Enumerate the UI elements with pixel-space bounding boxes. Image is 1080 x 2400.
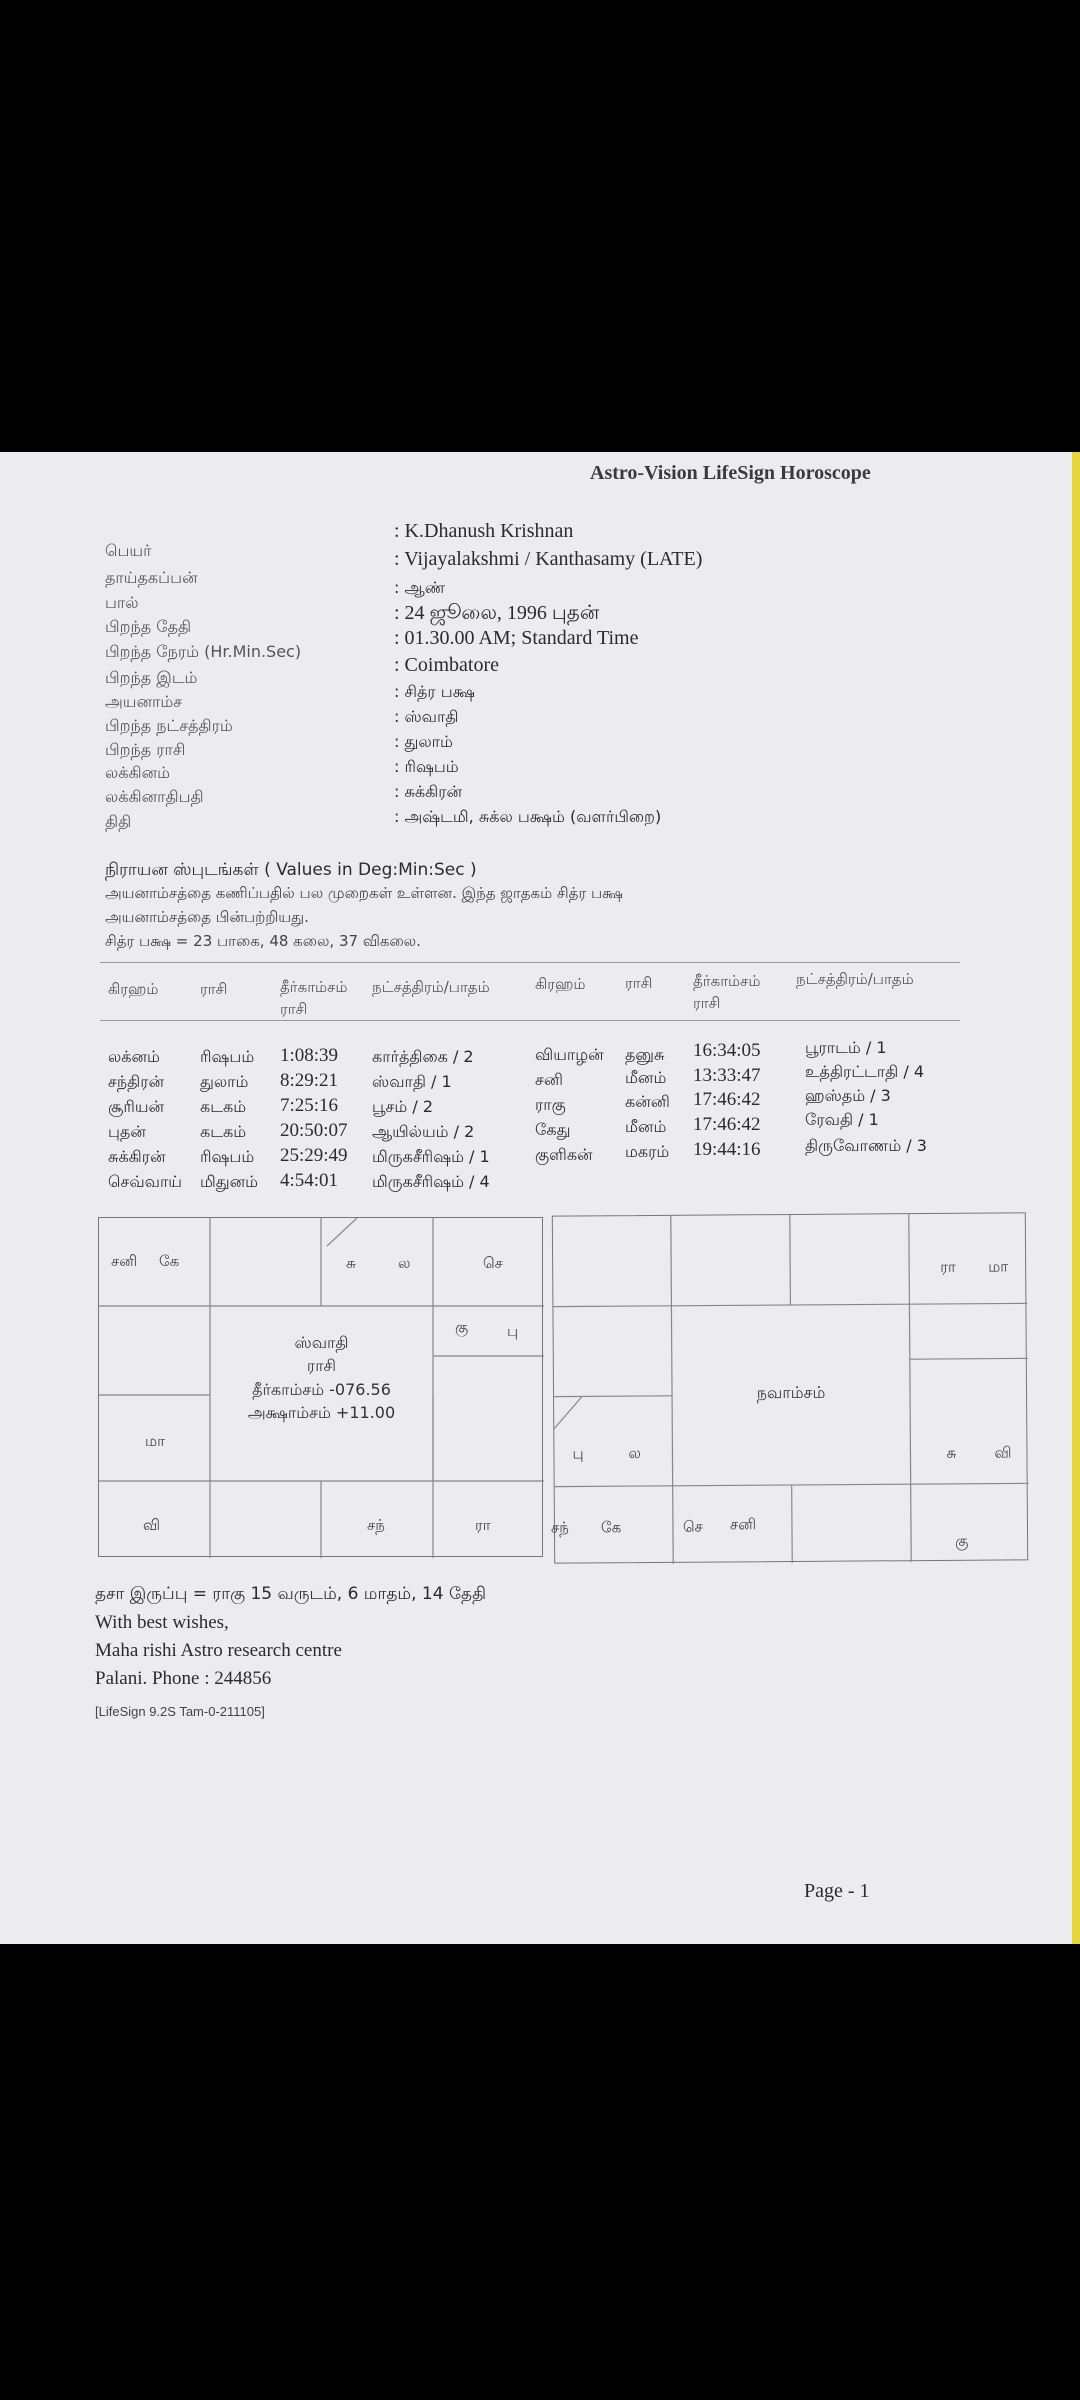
rasi-center-star: ஸ்வாதி [294,1333,349,1352]
name-label: பெயர் [105,541,152,560]
name-value: : K.Dhanush Krishnan [394,520,574,542]
nav-house-vi: வி [994,1443,1012,1462]
parents-label: தாய்தகப்பன் [105,568,198,587]
table-cell: புதன் [108,1122,146,1141]
col-header-star: நட்சத்திரம்/பாதம் [372,978,490,996]
rasi-house-sevvai: செ [483,1254,503,1272]
centre-phone: Palani. Phone : 244856 [95,1668,272,1689]
table-cell: லக்னம் [108,1047,160,1066]
rasi-center-label: ராசி [306,1356,337,1375]
rasi-center-latitude: அக்ஷாம்சம் +11.00 [247,1403,396,1422]
table-cell: துலாம் [200,1072,249,1091]
tob-value: : 01.30.00 AM; Standard Time [394,627,639,649]
rasi-house-lagna: ல [398,1254,411,1272]
col-header-deg: தீர்காம்சம் [280,978,348,996]
nav-house-sukra: சு [946,1443,957,1462]
pob-value: : Coimbatore [394,654,499,676]
rasi-house-guru: கு [455,1318,469,1336]
table-cell: 4:54:01 [280,1170,339,1191]
table-cell: தனுசு [625,1045,665,1064]
parents-value: : Vijayalakshmi / Kanthasamy (LATE) [394,548,703,570]
table-cell: 17:46:42 [693,1089,761,1110]
table-cell: 17:46:42 [693,1114,761,1135]
navamsa-center-label: நவாம்சம் [756,1382,826,1403]
table-cell: 19:44:16 [693,1139,761,1160]
table-cell: 7:25:16 [280,1095,339,1116]
table-cell: வியாழன் [535,1045,604,1064]
nav-house-sevvai: செ [682,1517,704,1536]
rasi-house-maandi: மா [145,1432,165,1450]
paper-edge [1072,452,1080,1944]
tithi-label: திதி [105,812,132,831]
col-header-deg-sub: ராசி [280,1000,308,1018]
table-cell: ஹஸ்தம் / 3 [805,1086,891,1105]
table-cell: கேது [535,1120,571,1139]
rasi-house-sani: சனி [111,1252,138,1270]
rasi-house-budhan: பு [507,1322,519,1340]
col-header-deg-sub-2: ராசி [693,994,721,1012]
nirayana-line1: அயனாம்சத்தை கணிப்பதில் பல முறைகள் உள்ளன. இந்த ஜாதகம் சித்ர பக்ஷ [105,884,623,902]
table-cell: 25:29:49 [280,1145,348,1166]
pob-label: பிறந்த இடம் [105,668,198,687]
nirayana-line3: சித்ர பக்ஷ = 23 பாகை, 48 கலை, 37 விகலை. [105,932,421,950]
ayanamsa-value: : சித்ர பக்ஷ [394,682,475,701]
rasi-house-raahu: ரா [475,1516,491,1534]
table-cell: பூசம் / 2 [372,1097,434,1116]
lagna-label: லக்கினம் [105,763,171,782]
table-cell: சுக்கிரன் [108,1147,166,1166]
horoscope-page [0,452,1080,1944]
table-cell: மிதுனம் [200,1172,259,1191]
nav-house-chandran: சந் [550,1518,569,1537]
table-cell: 20:50:07 [280,1120,348,1141]
tob-label: பிறந்த நேரம் (Hr.Min.Sec) [105,642,302,661]
dasa-balance: தசா இருப்பு = ராகு 15 வருடம், 6 மாதம், 14 தேதி [95,1584,487,1604]
col-header-graha-2: கிரஹம் [535,975,586,993]
table-cell: 13:33:47 [693,1065,761,1086]
lagna-lord-value: : சுக்கிரன் [394,782,463,801]
page-number: Page - 1 [804,1880,870,1902]
rasi-house-sukra: சு [346,1254,356,1272]
table-cell: 16:34:05 [693,1040,761,1061]
table-top-rule [100,962,960,963]
nav-house-maandi: மா [988,1257,1009,1276]
table-cell: உத்திரட்டாதி / 4 [805,1062,924,1081]
col-header-star-2: நட்சத்திரம்/பாதம் [796,970,914,988]
dob-value: : 24 ஜூலை, 1996 புதன் [394,602,600,624]
table-cell: ரேவதி / 1 [805,1110,879,1129]
table-cell: கடகம் [200,1122,247,1141]
nav-house-raahu: ரா [940,1257,956,1276]
table-cell: சனி [535,1070,563,1089]
nav-house-ketu: கே [600,1518,622,1537]
rasi-center-longitude: தீர்காம்சம் -076.56 [252,1380,391,1399]
table-cell: மீனம் [625,1117,667,1136]
document-title: Astro-Vision LifeSign Horoscope [590,462,871,484]
navamsa-chart [552,1212,1028,1563]
wishes-text: With best wishes, [95,1612,229,1633]
nav-house-budhan: பு [572,1444,584,1463]
dob-label: பிறந்த தேதி [105,617,192,636]
table-cell: ரிஷபம் [200,1047,255,1066]
gender-label: பால் [105,593,139,612]
ayanamsa-label: அயனாம்ச [105,692,183,711]
rasi-house-chandran: சந் [367,1516,385,1534]
table-cell: ஆயில்யம் / 2 [372,1122,475,1141]
lagna-value: : ரிஷபம் [394,757,459,776]
col-header-deg-2: தீர்காம்சம் [693,972,761,990]
table-cell: பூராடம் / 1 [805,1038,887,1057]
centre-name: Maha rishi Astro research centre [95,1640,342,1661]
rasi-chart [98,1217,543,1557]
table-cell: திருவோணம் / 3 [805,1136,927,1155]
table-cell: ரிஷபம் [200,1147,255,1166]
table-cell: மீனம் [625,1068,667,1087]
gender-value: : ஆண் [394,578,446,597]
rasi-house-vi: வி [143,1516,161,1534]
table-cell: ராகு [535,1095,566,1114]
table-cell: மிருகசீரிஷம் / 4 [372,1172,490,1191]
star-label: பிறந்த நட்சத்திரம் [105,716,233,735]
table-cell: 8:29:21 [280,1070,339,1091]
rasi-value: : துலாம் [394,732,453,751]
nirayana-title: நிராயன ஸ்புடங்கள் ( Values in Deg:Min:Sec ) [105,860,477,880]
nav-house-lagna: ல [628,1444,641,1463]
table-cell: கன்னி [625,1092,670,1111]
table-cell: செவ்வாய் [108,1172,183,1191]
col-header-rasi: ராசி [200,980,228,998]
software-version: [LifeSign 9.2S Tam-0-211105] [95,1704,265,1719]
table-cell: கார்த்திகை / 2 [372,1047,474,1066]
rasi-label: பிறந்த ராசி [105,740,186,759]
table-cell: ஸ்வாதி / 1 [372,1072,452,1091]
nirayana-line2: அயனாம்சத்தை பின்பற்றியது. [105,908,309,926]
table-cell: 1:08:39 [280,1045,339,1066]
nav-house-guru: கு [955,1531,969,1550]
table-cell: சந்திரன் [108,1072,165,1091]
table-header-rule [100,1020,960,1021]
table-cell: குளிகன் [535,1145,593,1164]
rasi-house-ketu: கே [159,1252,180,1270]
col-header-graha: கிரஹம் [108,980,159,998]
table-cell: கடகம் [200,1097,247,1116]
table-cell: மகரம் [625,1142,670,1161]
col-header-rasi-2: ராசி [625,974,653,992]
tithi-value: : அஷ்டமி, சுக்ல பக்ஷம் (வளர்பிறை) [394,807,662,826]
nav-house-sani: சனி [729,1515,757,1534]
star-value: : ஸ்வாதி [394,707,459,726]
table-cell: சூரியன் [108,1097,165,1116]
lagna-lord-label: லக்கினாதிபதி [105,787,204,806]
table-cell: மிருகசீரிஷம் / 1 [372,1147,490,1166]
